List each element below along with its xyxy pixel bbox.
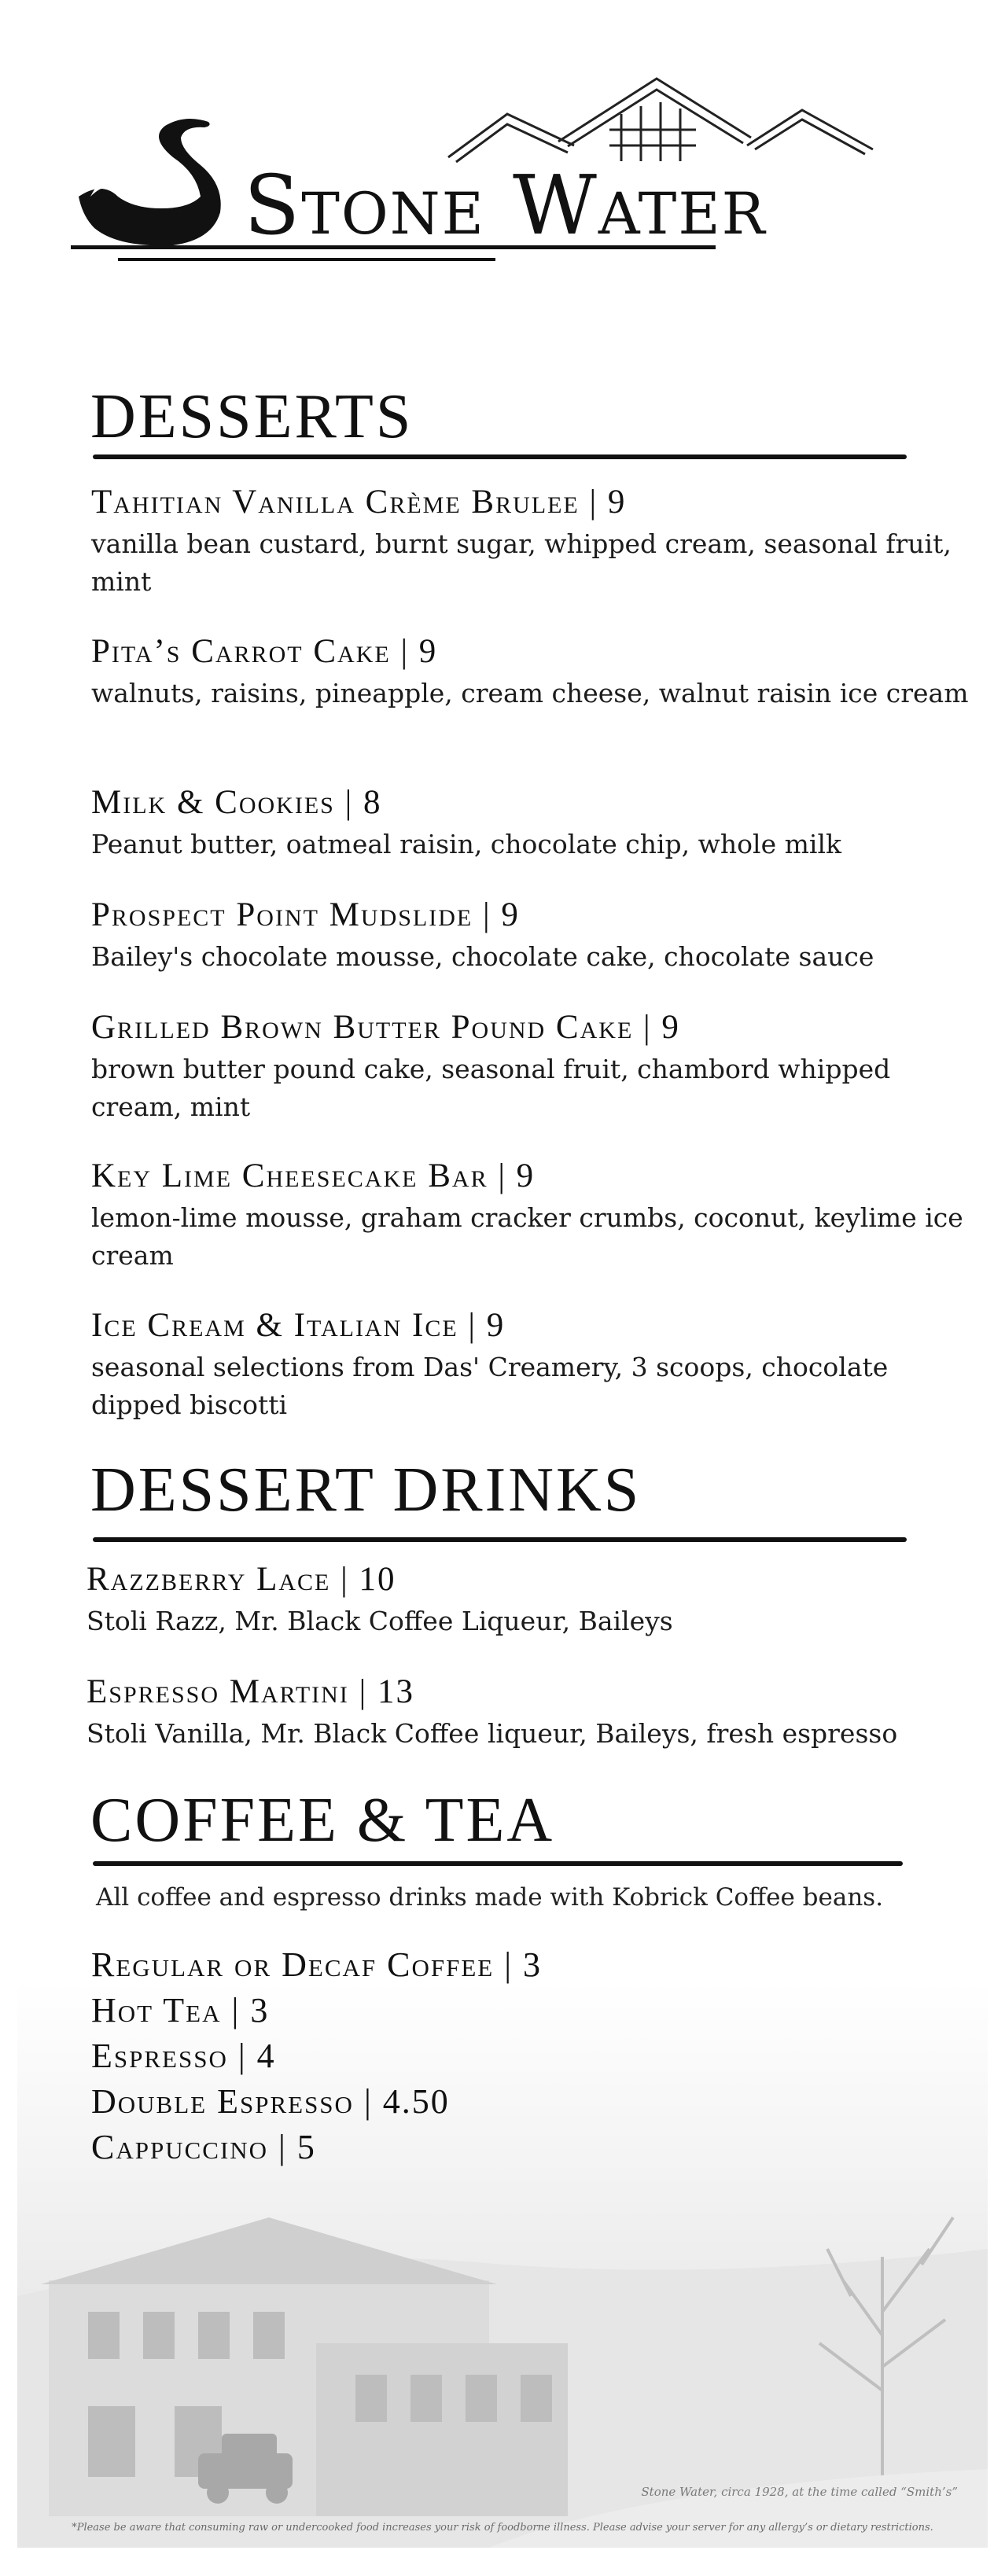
item-name: Key Lime Cheesecake Bar | 9 (91, 1157, 536, 1194)
item-name: Razzberry Lace | 10 (87, 1561, 396, 1598)
item-description: Stoli Vanilla, Mr. Black Coffee liqueur, Baileys, fresh espresso (87, 1718, 898, 1750)
menu-item (91, 1009, 956, 1126)
menu-item (91, 1157, 963, 1275)
section-divider (93, 1861, 903, 1866)
section-title-dessert-drinks: DESSERT DRINKS (90, 1455, 642, 1525)
section-title-coffee-tea: COFFEE & TEA (90, 1786, 555, 1855)
menu-item (91, 896, 956, 976)
food-safety-disclaimer: *Please be aware that consuming raw or undercooked food increases your risk of foodborne illness. Please advise your server for any allergy’s or dietary restrictions. (72, 2522, 933, 2534)
swan-icon (79, 119, 221, 245)
section-title-desserts: DESSERTS (90, 382, 414, 451)
item-description: lemon-lime mousse, graham cracker crumbs, coconut, keylime ice cream (91, 1202, 963, 1271)
item-name: Espresso Martini | 13 (87, 1673, 414, 1710)
brand-name: Stone Water (244, 157, 767, 253)
menu-item (87, 1561, 952, 1640)
menu-item: Cappuccino | 5 (91, 2128, 316, 2166)
coffee-note: All coffee and espresso drinks made with Kobrick Coffee beans. (96, 1883, 884, 1912)
menu-item (91, 1307, 956, 1424)
item-description: Peanut butter, oatmeal raisin, chocolate chip, whole milk (91, 829, 842, 860)
menu-item: Double Espresso | 4.50 (91, 2082, 450, 2121)
item-description: seasonal selections from Das' Creamery, 3 scoops, chocolate dipped biscotti (91, 1352, 889, 1421)
section-divider (93, 1537, 907, 1542)
photo-caption: Stone Water, circa 1928, at the time called “Smith’s” (641, 2485, 958, 2499)
item-description: Bailey's chocolate mousse, chocolate cake, chocolate sauce (91, 941, 874, 973)
item-name: Grilled Brown Butter Pound Cake | 9 (91, 1009, 680, 1046)
menu-item: Hot Tea | 3 (91, 1991, 270, 2030)
item-name: Tahitian Vanilla Crème Brulee | 9 (91, 484, 627, 521)
item-name: Prospect Point Mudslide | 9 (91, 896, 520, 933)
item-description: brown butter pound cake, seasonal fruit, chambord whipped cream, mint (91, 1054, 891, 1123)
menu-item (91, 484, 956, 601)
menu-item (91, 784, 956, 863)
section-divider (93, 454, 907, 459)
menu-item (91, 633, 969, 712)
item-description: vanilla bean custard, burnt sugar, whipped cream, seasonal fruit, mint (91, 528, 952, 598)
brand-logo (71, 71, 936, 283)
menu-item (87, 1673, 952, 1753)
item-description: Stoli Razz, Mr. Black Coffee Liqueur, Baileys (87, 1606, 673, 1637)
coffee-tea-list (91, 1942, 542, 2170)
item-name: Ice Cream & Italian Ice | 9 (91, 1307, 506, 1344)
menu-item: Espresso | 4 (91, 2037, 276, 2075)
item-name: Pita’s Carrot Cake | 9 (91, 633, 438, 670)
item-description: walnuts, raisins, pineapple, cream cheese, walnut raisin ice cream (91, 678, 969, 709)
menu-item: Regular or Decaf Coffee | 3 (91, 1945, 543, 1984)
item-name: Milk & Cookies | 8 (91, 784, 382, 821)
